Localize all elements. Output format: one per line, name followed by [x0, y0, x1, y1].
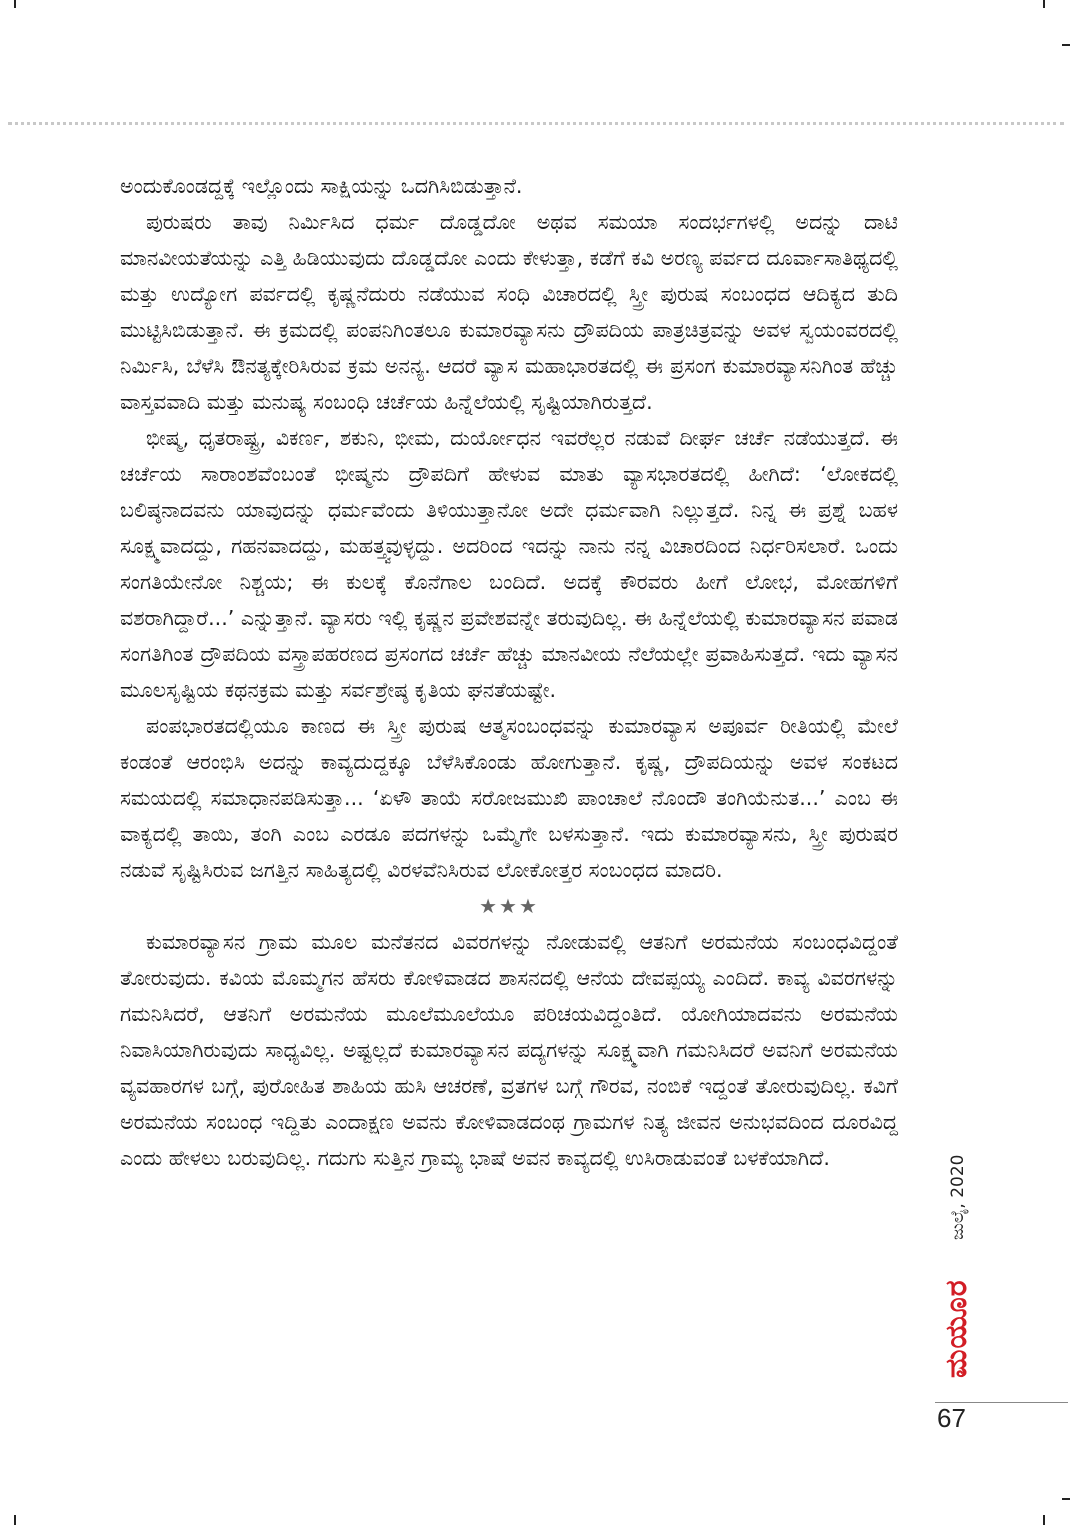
crop-mark-top-right: [1043, 0, 1045, 8]
issue-date: ಜುಲೈ, 2020: [948, 1154, 968, 1240]
page-number: 67: [937, 1403, 966, 1433]
header-dotted-rule: [8, 122, 1064, 125]
paragraph: ಪುರುಷರು ತಾವು ನಿರ್ಮಿಸಿದ ಧರ್ಮ ದೊಡ್ಡದೋ ಅಥವ ಸಮಯಾ ಸಂದರ್ಭಗಳಲ್ಲಿ ಅದನ್ನು ದಾಟಿ ಮಾನವೀಯತೆಯನ್ನು ಎತ್ತಿ ಹಿಡಿಯುವುದು ದೊಡ್ಡದೋ ಎಂದು ಕೇಳುತ್ತಾ, ಕಡೆಗೆ ಕವಿ ಅರಣ್ಯ ಪರ್ವದ ದೂರ್ವಾಸಾತಿಥ್ಯದಲ್ಲಿ ಮತ್ತು ಉದ್ಯೋಗ ಪರ್ವದಲ್ಲಿ ಕೃಷ್ಣನೆದುರು ನಡೆಯುವ ಸಂಧಿ ವಿಚಾರದಲ್ಲಿ ಸ್ತ್ರೀ ಪುರುಷ ಸಂಬಂಧದ ಆದಿಕ್ಯದ ತುದಿ ಮುಟ್ಟಿಸಿಬಿಡುತ್ತಾನೆ. ಈ ಕ್ರಮದಲ್ಲಿ ಪಂಪನಿಗಿಂತಲೂ ಕುಮಾರವ್ಯಾಸನು ದ್ರೌಪದಿಯ ಪಾತ್ರಚಿತ್ರವನ್ನು ಅವಳ ಸ್ವಯಂವರದಲ್ಲಿ ನಿರ್ಮಿಸಿ, ಬೆಳೆಸಿ ಔನತ್ಯಕ್ಕೇರಿಸಿರುವ ಕ್ರಮ ಅನನ್ಯ. ಆದರೆ ವ್ಯಾಸ ಮಹಾಭಾರತದಲ್ಲಿ ಈ ಪ್ರಸಂಗ ಕುಮಾರವ್ಯಾಸನಿಗಿಂತ ಹೆಚ್ಚು ವಾಸ್ತವವಾದಿ ಮತ್ತು ಮನುಷ್ಯ ಸಂಬಂಧಿ ಚರ್ಚೆಯ ಹಿನ್ನೆಲೆಯಲ್ಲಿ ಸೃಷ್ಟಿಯಾಗಿರುತ್ತದೆ.: [120, 210, 898, 414]
magazine-logo: ಮಯೂರ: [939, 1279, 974, 1378]
paragraph: ಭೀಷ್ಮ, ಧೃತರಾಷ್ಟ್ರ, ವಿಕರ್ಣ, ಶಕುನಿ, ಭೀಮ, ದುರ್ಯೋಧನ ಇವರೆಲ್ಲರ ನಡುವೆ ದೀರ್ಘ ಚರ್ಚೆ ನಡೆಯುತ್ತದೆ. ಈ ಚರ್ಚೆಯ ಸಾರಾಂಶವೆಂಬಂತೆ ಭೀಷ್ಮನು ದ್ರೌಪದಿಗೆ ಹೇಳುವ ಮಾತು ವ್ಯಾಸಭಾರತದಲ್ಲಿ ಹೀಗಿದೆ: ‘ಲೋಕದಲ್ಲಿ ಬಲಿಷ್ಠನಾದವನು ಯಾವುದನ್ನು ಧರ್ಮವೆಂದು ತಿಳಿಯುತ್ತಾನೋ ಅದೇ ಧರ್ಮವಾಗಿ ನಿಲ್ಲುತ್ತದೆ. ನಿನ್ನ ಈ ಪ್ರಶ್ನೆ ಬಹಳ ಸೂಕ್ಷ್ಮವಾದದ್ದು, ಗಹನವಾದದ್ದು, ಮಹತ್ತ್ವವುಳ್ಳದ್ದು. ಅದರಿಂದ ಇದನ್ನು ನಾನು ನನ್ನ ವಿಚಾರದಿಂದ ನಿರ್ಧರಿಸಲಾರೆ. ಒಂದು ಸಂಗತಿಯೇನೋ ನಿಶ್ಚಯ; ಈ ಕುಲಕ್ಕೆ ಕೊನೆಗಾಲ ಬಂದಿದೆ. ಅದಕ್ಕೆ ಕೌರವರು ಹೀಗೆ ಲೋಭ, ಮೋಹಗಳಿಗೆ ವಶರಾಗಿದ್ದಾರೆ...’ ಎನ್ನುತ್ತಾನೆ. ವ್ಯಾಸರು ಇಲ್ಲಿ ಕೃಷ್ಣನ ಪ್ರವೇಶವನ್ನೇ ತರುವುದಿಲ್ಲ. ಈ ಹಿನ್ನೆಲೆಯಲ್ಲಿ ಕುಮಾರವ್ಯಾಸನ ಪವಾಡ ಸಂಗತಿಗಿಂತ ದ್ರೌಪದಿಯ ವಸ್ತ್ರಾಪಹರಣದ ಪ್ರಸಂಗದ ಚರ್ಚೆ ಹೆಚ್ಚು ಮಾನವೀಯ ನೆಲೆಯಲ್ಲೇ ಪ್ರವಾಹಿಸುತ್ತದೆ. ಇದು ವ್ಯಾಸನ ಮೂಲಸೃಷ್ಟಿಯ ಕಥನಕ್ರಮ ಮತ್ತು ಸರ್ವಶ್ರೇಷ್ಠ ಕೃತಿಯ ಘನತೆಯಷ್ಟೇ.: [120, 426, 898, 702]
article-body: [120, 168, 898, 1176]
sidebar-masthead: [935, 1110, 975, 1395]
paragraph: ಅಂದುಕೊಂಡದ್ದಕ್ಕೆ ಇಲ್ಲೊಂದು ಸಾಕ್ಷಿಯನ್ನು ಒದಗಿಸಿಬಿಡುತ್ತಾನೆ.: [120, 174, 523, 198]
paragraph: ಪಂಪಭಾರತದಲ್ಲಿಯೂ ಕಾಣದ ಈ ಸ್ತ್ರೀ ಪುರುಷ ಆತ್ಮಸಂಬಂಧವನ್ನು ಕುಮಾರವ್ಯಾಸ ಅಪೂರ್ವ ರೀತಿಯಲ್ಲಿ ಮೇಲೆ ಕಂಡಂತೆ ಆರಂಭಿಸಿ ಅದನ್ನು ಕಾವ್ಯದುದ್ದಕ್ಕೂ ಬೆಳೆಸಿಕೊಂಡು ಹೋಗುತ್ತಾನೆ. ಕೃಷ್ಣ, ದ್ರೌಪದಿಯನ್ನು ಅವಳ ಸಂಕಟದ ಸಮಯದಲ್ಲಿ ಸಮಾಧಾನಪಡಿಸುತ್ತಾ... ‘ಏಳೌ ತಾಯೆ ಸರೋಜಮುಖಿ ಪಾಂಚಾಲೆ ನೊಂದೌ ತಂಗಿಯೆನುತ...’ ಎಂಬ ಈ ವಾಕ್ಯದಲ್ಲಿ ತಾಯಿ, ತಂಗಿ ಎಂಬ ಎರಡೂ ಪದಗಳನ್ನು ಒಮ್ಮೆಗೇ ಬಳಸುತ್ತಾನೆ. ಇದು ಕುಮಾರವ್ಯಾಸನು, ಸ್ತ್ರೀ ಪುರುಷರ ನಡುವೆ ಸೃಷ್ಟಿಸಿರುವ ಜಗತ್ತಿನ ಸಾಹಿತ್ಯದಲ್ಲಿ ವಿರಳವೆನಿಸಿರುವ ಲೋಕೋತ್ತರ ಸಂಬಂಧದ ಮಾದರಿ.: [120, 714, 898, 882]
crop-mark-bottom-right: [1043, 1515, 1045, 1525]
section-separator: ★★★: [479, 894, 539, 918]
crop-mark-top-left: [14, 0, 16, 8]
crop-mark-bottom-left: [14, 1515, 16, 1525]
crop-mark-right-upper: [1062, 44, 1070, 46]
paragraph: ಕುಮಾರವ್ಯಾಸನ ಗ್ರಾಮ ಮೂಲ ಮನೆತನದ ವಿವರಗಳನ್ನು ನೋಡುವಲ್ಲಿ ಆತನಿಗೆ ಅರಮನೆಯ ಸಂಬಂಧವಿದ್ದಂತೆ ತೋರುವುದು. ಕವಿಯ ಮೊಮ್ಮಗನ ಹೆಸರು ಕೋಳಿವಾಡದ ಶಾಸನದಲ್ಲಿ ಆನೆಯ ದೇವಪ್ಪಯ್ಯ ಎಂದಿದೆ. ಕಾವ್ಯ ವಿವರಗಳನ್ನು ಗಮನಿಸಿದರೆ, ಆತನಿಗೆ ಅರಮನೆಯ ಮೂಲೆಮೂಲೆಯೂ ಪರಿಚಯವಿದ್ದಂತಿದೆ. ಯೋಗಿಯಾದವನು ಅರಮನೆಯ ನಿವಾಸಿಯಾಗಿರುವುದು ಸಾಧ್ಯವಿಲ್ಲ. ಅಷ್ಟಲ್ಲದೆ ಕುಮಾರವ್ಯಾಸನ ಪದ್ಯಗಳನ್ನು ಸೂಕ್ಷ್ಮವಾಗಿ ಗಮನಿಸಿದರೆ ಅವನಿಗೆ ಅರಮನೆಯ ವ್ಯವಹಾರಗಳ ಬಗ್ಗೆ, ಪುರೋಹಿತ ಶಾಹಿಯ ಹುಸಿ ಆಚರಣೆ, ವ್ರತಗಳ ಬಗ್ಗೆ ಗೌರವ, ನಂಬಿಕೆ ಇದ್ದಂತೆ ತೋರುವುದಿಲ್ಲ. ಕವಿಗೆ ಅರಮನೆಯ ಸಂಬಂಧ ಇದ್ದಿತು ಎಂದಾಕ್ಷಣ ಅವನು ಕೋಳಿವಾಡದಂಥ ಗ್ರಾಮಗಳ ನಿತ್ಯ ಜೀವನ ಅನುಭವದಿಂದ ದೂರವಿದ್ದ ಎಂದು ಹೇಳಲು ಬರುವುದಿಲ್ಲ. ಗದುಗು ಸುತ್ತಿನ ಗ್ರಾಮ್ಯ ಭಾಷೆ ಅವನ ಕಾವ್ಯದಲ್ಲಿ ಉಸಿರಾಡುವಂತೆ ಬಳಕೆಯಾಗಿದೆ.: [120, 930, 898, 1170]
crop-mark-right-lower: [1062, 1498, 1070, 1500]
